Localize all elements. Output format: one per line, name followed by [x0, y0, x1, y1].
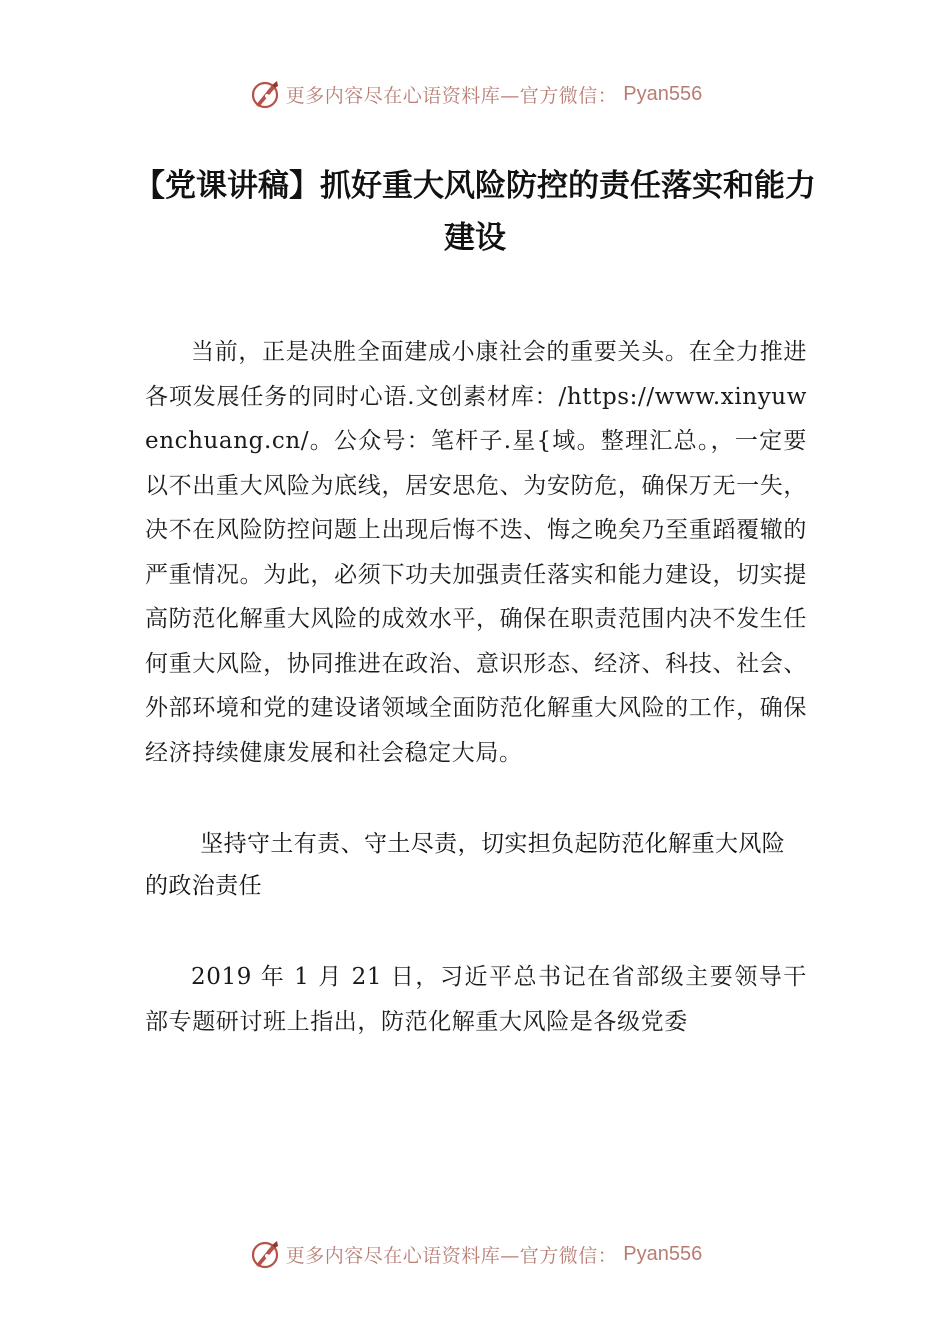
header-watermark-banner: [0, 72, 950, 116]
header-wechat-id: Pyan556: [623, 82, 703, 105]
footer-banner-text: 更多内容尽在心语资料库—官方微信：: [285, 1244, 618, 1267]
pen-nib-logo-icon: [248, 77, 282, 111]
pen-nib-logo-icon: [248, 1237, 282, 1271]
document-title: 【党课讲稿】抓好重大风险防控的责任落实和能力建设: [134, 168, 816, 256]
section-heading: 坚持守土有责、守土尽责，切实担负起防范化解重大风险的政治责任: [145, 831, 786, 899]
footer-watermark-banner: [0, 1232, 950, 1276]
document-body: [145, 330, 807, 1044]
body-paragraph-2: 2019 年 1 月 21 日，习近平总书记在省部级主要领导干部专题研讨班上指出，防范化解重大风险是各级党委: [145, 964, 807, 1035]
body-paragraph-1: 当前，正是决胜全面建成小康社会的重要关头。在全力推进各项发展任务的同时心语.文创素材库：/https://www.xinyuwenchuang.cn/。公众号：笔杆子.星{域。整理汇总。，一定要以不出重大风险为底线，居安思危、为安防危，确保万无一失，决不在风险防控问题上出现后悔不迭、悔之晚矣乃至重蹈覆辙的严重情况。为此，必须下功夫加强责任落实和能力建设，切实提高防范化解重大风险的成效水平，确保在职责范围内决不发生任何重大风险，协同推进在政治、意识形态、经济、科技、社会、外部环境和党的建设诸领域全面防范化解重大风险的工作，确保经济持续健康发展和社会稳定大局。: [145, 339, 807, 766]
footer-wechat-id: Pyan556: [623, 1242, 703, 1265]
header-banner-text: 更多内容尽在心语资料库—官方微信：: [285, 84, 618, 107]
